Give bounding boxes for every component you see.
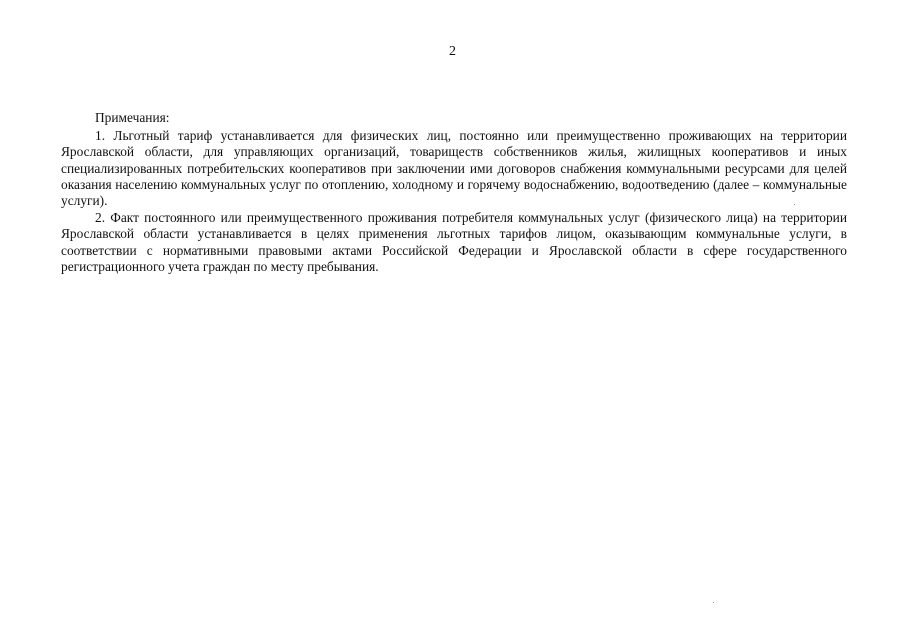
scan-speck [794, 204, 795, 205]
note-item: 2. Факт постоянного или преимущественного проживания потребителя коммунальных услуг (физического лица) на территории Ярославской области устанавливается в целях применения льготных тарифов лицом, оказывающим коммунальные услуги, в соответствии с нормативными правовыми актами Российской Федерации и Ярославской области в сфере государственного регистрационного учета граждан по месту пребывания. [61, 210, 847, 274]
notes-heading: Примечания: [95, 110, 170, 125]
page-number: 2 [449, 44, 456, 59]
note-item: 1. Льготный тариф устанавливается для физических лиц, постоянно или преимущественно проживающих на территории Ярославской области, для управляющих организаций, товариществ собственников жилья, жилищных кооперативов и иных специализированных потребительских кооперативов при заключении ими договоров снабжения коммунальными ресурсами для целей оказания населению коммунальных услуг по отоплению, холодному и горячему водоснабжению, водоотведению (далее – коммунальные услуги). [61, 128, 847, 209]
notes-section [61, 110, 847, 276]
scan-speck [713, 602, 714, 603]
